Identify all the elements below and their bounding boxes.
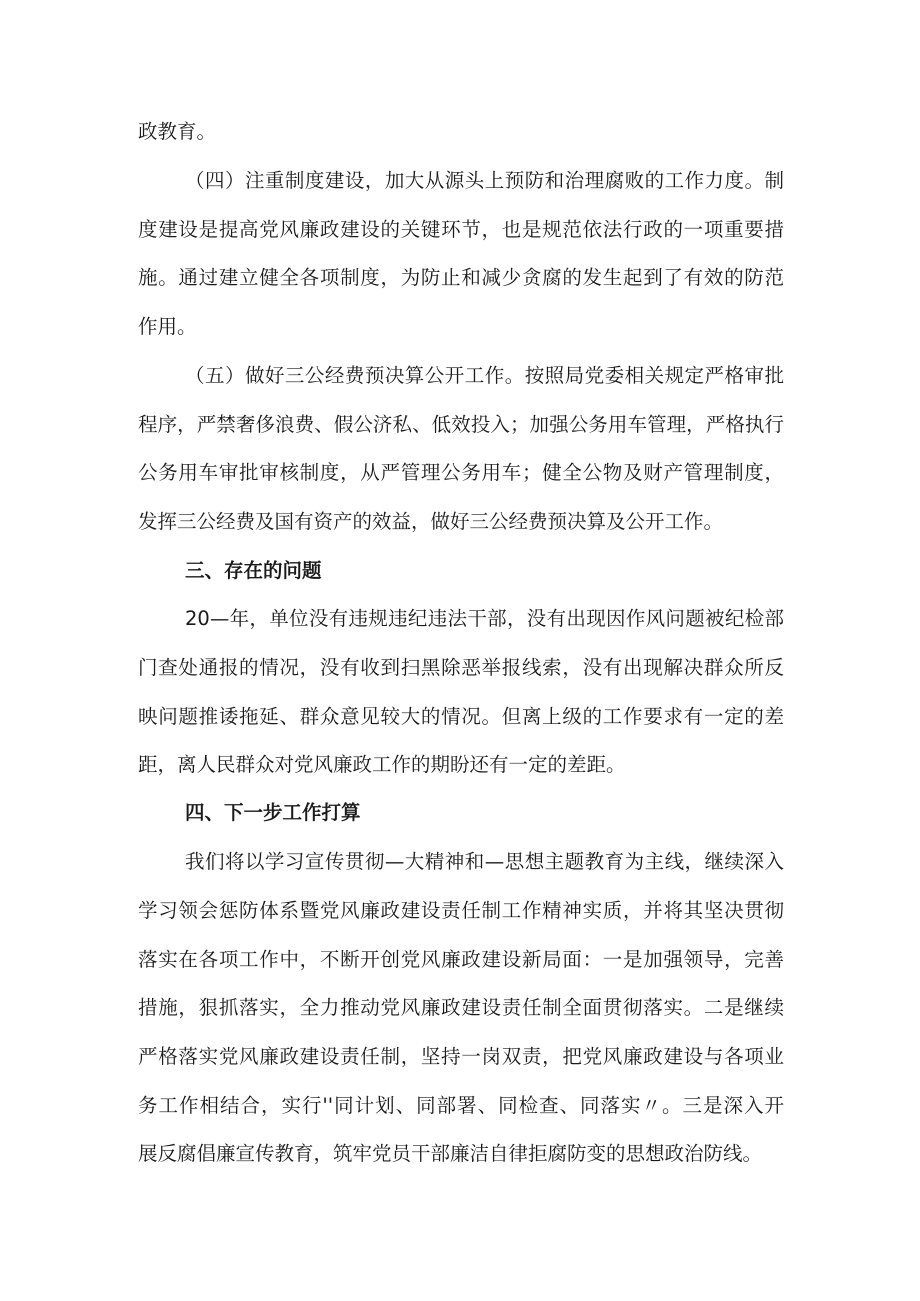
paragraph-line: 门查处通报的情况，没有收到扫黑除恶举报线索，没有出现解决群众所反 <box>138 656 784 679</box>
paragraph-line: 度建设是提高党风廉政建设的关键环节，也是规范依法行政的一项重要措 <box>138 218 784 241</box>
section-heading: 三、存在的问题 <box>185 559 322 582</box>
paragraph-line: 措施，狠抓落实，全力推动党风廉政建设责任制全面贯彻落实。二是继续 <box>138 996 784 1019</box>
section-heading: 四、下一步工作打算 <box>185 801 361 824</box>
paragraph-line: 公务用车审批审核制度，从严管理公务用车；健全公物及财产管理制度， <box>138 461 784 484</box>
paragraph-line: 映问题推诿拖延、群众意见较大的情况。但离上级的工作要求有一定的差 <box>138 705 784 728</box>
paragraph-line: 落实在各项工作中，不断开创党风廉政建设新局面：一是加强领导，完善 <box>138 948 784 971</box>
paragraph-line: 我们将以学习宣传贯彻—大精神和—思想主题教育为主线，继续深入 <box>185 850 784 873</box>
paragraph-line: 展反腐倡廉宣传教育，筑牢党员干部廉洁自律拒腐防变的思想政治防线。 <box>138 1142 763 1165</box>
paragraph-line: 政教育。 <box>138 120 217 143</box>
paragraph-line: （五）做好三公经费预决算公开工作。按照局党委相关规定严格审批 <box>185 364 784 387</box>
paragraph-line: 20—年，单位没有违规违纪违法干部，没有出现因作风问题被纪检部 <box>185 607 784 630</box>
paragraph-line: 学习领会惩防体系暨党风廉政建设责任制工作精神实质，并将其坚决贯彻 <box>138 899 784 922</box>
paragraph-line: 施。通过建立健全各项制度，为防止和减少贪腐的发生起到了有效的防范 <box>138 266 784 289</box>
paragraph-line: 距，离人民群众对党风廉政工作的期盼还有一定的差距。 <box>138 753 626 776</box>
paragraph-line: 作用。 <box>138 315 197 338</box>
paragraph-line: 程序，严禁奢侈浪费、假公济私、低效投入；加强公务用车管理，严格执行 <box>138 413 784 436</box>
paragraph-line: （四）注重制度建设，加大从源头上预防和治理腐败的工作力度。制 <box>185 169 784 192</box>
paragraph-line: 严格落实党风廉政建设责任制，坚持一岗双责，把党风廉政建设与各项业 <box>138 1045 784 1068</box>
paragraph-line: 发挥三公经费及国有资产的效益，做好三公经费预决算及公开工作。 <box>138 510 724 533</box>
paragraph-line: 务工作相结合，实行''同计划、同部署、同检查、同落实〃。三是深入开 <box>138 1094 784 1117</box>
